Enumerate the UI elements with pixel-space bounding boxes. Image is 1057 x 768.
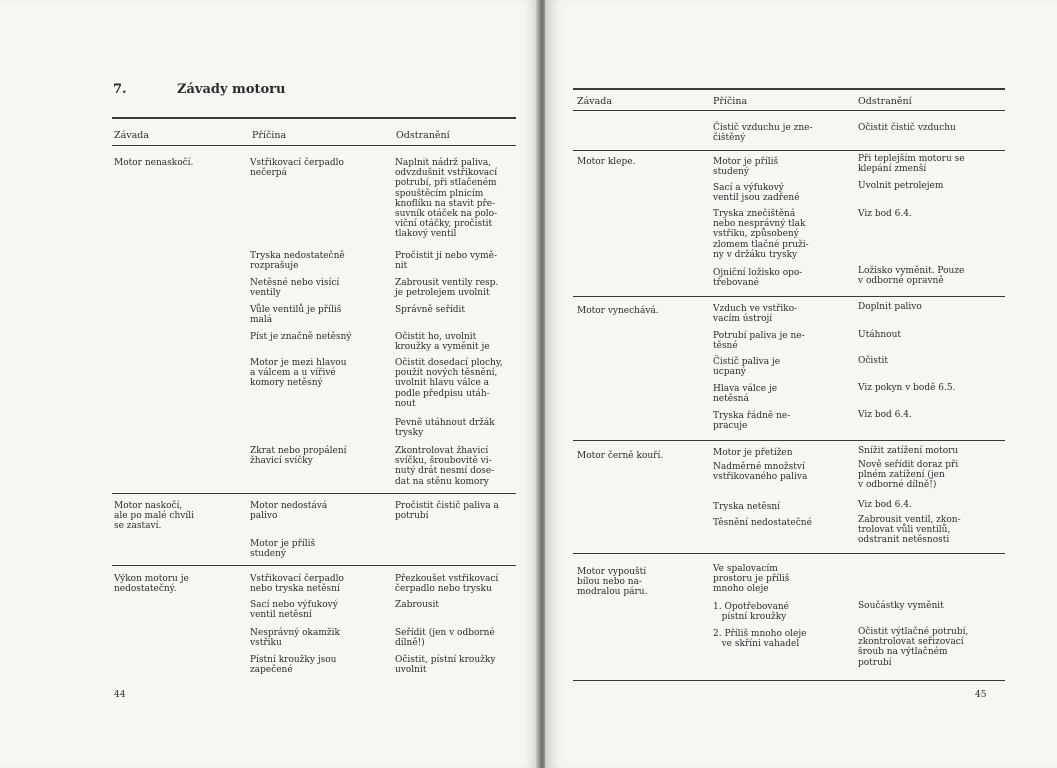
- header-fault: Závada: [114, 130, 150, 141]
- fault-label: Motor naskočí, ale po malé chvíli se zastaví.: [114, 501, 194, 532]
- remedy-text: Očistit dosedací plochy, použít nových těsnění, uvolnit hlavu válce a podle předpisu utáh- nout: [395, 358, 503, 409]
- cause-text: Tryska netěsní: [713, 502, 781, 512]
- cause-text: 2. Příliš mnoho oleje ve skříni vahadel: [713, 629, 807, 650]
- remedy-text: Očistit: [858, 356, 889, 366]
- fault-label: Motor klepe.: [577, 157, 636, 167]
- cause-text: Tryska řádně ne- pracuje: [713, 411, 791, 432]
- cause-text: 1. Opotřebované pístní kroužky: [713, 602, 790, 623]
- remedy-text: Uvolnit petrolejem: [858, 181, 944, 191]
- remedy-text: Viz bod 6.4.: [858, 500, 912, 510]
- table-bottom-rule: [573, 680, 1005, 681]
- cause-text: Motor je přetížen: [713, 448, 793, 458]
- row-divider: [573, 296, 1005, 297]
- remedy-text: Viz pokyn v bodě 6.5.: [858, 383, 956, 393]
- remedy-text: Snížit zatížení motoru: [858, 446, 959, 456]
- remedy-text: Viz bod 6.4.: [858, 209, 912, 219]
- remedy-text: Při teplejším motoru se klepání zmenší: [858, 154, 965, 175]
- remedy-text: Ložisko vyměnit. Pouze v odborné opravně: [858, 266, 965, 287]
- row-divider: [112, 493, 516, 494]
- remedy-text: Součástky vyměnit: [858, 601, 944, 611]
- fault-label: Motor černě kouří.: [577, 451, 664, 461]
- remedy-text: Utáhnout: [858, 330, 901, 340]
- remedy-text: Naplnit nádrž paliva, odvzdušnit vstřikovací potrubí, při stlačeném spouštěcím plnicím knoflíku na stavit pře- suvník otáček na polo- vičnı́ otáčky, pročistit tlakový ventil: [395, 158, 498, 240]
- remedy-text: Očistit, pístní kroužky uvolnit: [395, 655, 496, 676]
- cause-text: Těsnění nedostatečné: [713, 518, 812, 528]
- cause-text: Pístní kroužky jsou zapečené: [250, 655, 337, 676]
- cause-text: Nesprávný okamžik vstřiku: [250, 628, 340, 649]
- header-rule: [573, 110, 1005, 111]
- remedy-text: Doplnit palivo: [858, 302, 922, 312]
- row-divider: [573, 150, 1005, 151]
- header-cause: Příčina: [713, 96, 748, 107]
- cause-text: Tryska znečištěná nebo nesprávný tlak vstřiku, způsobený zlomem tlačné pruži- ny v držáku trysky: [713, 209, 809, 260]
- remedy-text: Zabrousit: [395, 600, 440, 610]
- cause-text: Hlava válce je netěsná: [713, 384, 778, 405]
- header-remedy: Odstranění: [396, 130, 450, 141]
- remedy-text: Zabrousit ventily resp. je petrolejem uvolnit: [395, 278, 499, 299]
- fault-label: Výkon motoru je nedostatečný.: [114, 574, 189, 595]
- cause-text: Netěsné nebo visící ventily: [250, 278, 340, 299]
- remedy-text: Správně seřídit: [395, 305, 466, 315]
- remedy-text: Pevně utáhnout držák trysky: [395, 418, 495, 439]
- cause-text: Čistič vzduchu je zne- čištěný: [713, 123, 813, 144]
- cause-text: Píst je značně netěsný: [250, 332, 352, 342]
- cause-text: Vůle ventilů je příliš malá: [250, 305, 342, 326]
- cause-text: Sací a výfukový ventil jsou zadřené: [713, 183, 800, 204]
- cause-text: Motor je příliš studený: [713, 157, 779, 178]
- remedy-text: Pročistit čistič paliva a potrubí: [395, 501, 499, 522]
- page-number: 45: [975, 690, 987, 700]
- header-remedy: Odstranění: [858, 96, 912, 107]
- table-top-rule: [573, 88, 1005, 90]
- cause-text: Tryska nedostatečně rozprašuje: [250, 251, 345, 272]
- header-cause: Příčina: [252, 130, 287, 141]
- cause-text: Vstřikovací čerpadlo nečerpá: [250, 158, 344, 179]
- cause-text: Vzduch ve vstřiko- vacím ústrojí: [713, 304, 798, 325]
- remedy-text: Očistit čistič vzduchu: [858, 123, 956, 133]
- cause-text: Ojniční ložisko opo- třebované: [713, 268, 803, 289]
- cause-text: Ve spalovacím prostoru je příliš mnoho oleje: [713, 564, 790, 595]
- cause-text: Motor je mezi hlavou a válcem a u vířivé komory netěsný: [250, 358, 347, 389]
- row-divider: [573, 440, 1005, 441]
- remedy-text: Přezkoušet vstřikovací čerpadlo nebo trysku: [395, 574, 499, 595]
- remedy-text: Očistit ho, uvolnit kroužky a vyměnit je: [395, 332, 490, 353]
- remedy-text: Viz bod 6.4.: [858, 410, 912, 420]
- fault-label: Motor vynechává.: [577, 306, 659, 316]
- cause-text: Nadměrné množství vstřikovaného paliva: [713, 462, 808, 483]
- remedy-text: Seřídit (jen v odborné dílně!): [395, 628, 495, 649]
- right-page: [545, 0, 1057, 768]
- fault-label: Motor vypouští bílou nebo na- modralou páru.: [577, 567, 648, 598]
- cause-text: Vstřikovací čerpadlo nebo tryska netěsní: [250, 574, 344, 595]
- header-fault: Závada: [577, 96, 613, 107]
- remedy-text: Očistit výtlačné potrubí, zkontrolovat seřizovací šroub na výtlačném potrubí: [858, 627, 969, 668]
- chapter-number: 7.: [113, 82, 127, 97]
- remedy-text: Pročistit ji nebo vymě- nit: [395, 251, 498, 272]
- chapter-title: Závady motoru: [177, 82, 286, 97]
- cause-text: Motor nedostává palivo: [250, 501, 328, 522]
- cause-text: Zkrat nebo propálení žhavicí svíčky: [250, 446, 347, 467]
- remedy-text: Zkontrolovat žhavicí svíčku, šroubovitě vi- nutý drát nesmí dose- dat na stěnu komory: [395, 446, 495, 487]
- page-number: 44: [114, 690, 126, 700]
- cause-text: Potrubí paliva je ne- těsné: [713, 331, 805, 352]
- cause-text: Sací nebo výfukový ventil netěsní: [250, 600, 338, 621]
- header-rule: [112, 145, 516, 146]
- fault-label: Motor nenaskočí.: [114, 158, 194, 168]
- remedy-text: Nově seřídit doraz při plném zatížení (jen v odborné dílně!): [858, 460, 959, 491]
- row-divider: [573, 553, 1005, 554]
- cause-text: Čistič paliva je ucpaný: [713, 357, 781, 378]
- row-divider: [112, 565, 516, 566]
- table-top-rule: [112, 117, 516, 119]
- cause-text: Motor je příliš studený: [250, 539, 316, 560]
- remedy-text: Zabrousit ventil, zkon- trolovat vůli ventilů, odstranit netěsnosti: [858, 515, 961, 546]
